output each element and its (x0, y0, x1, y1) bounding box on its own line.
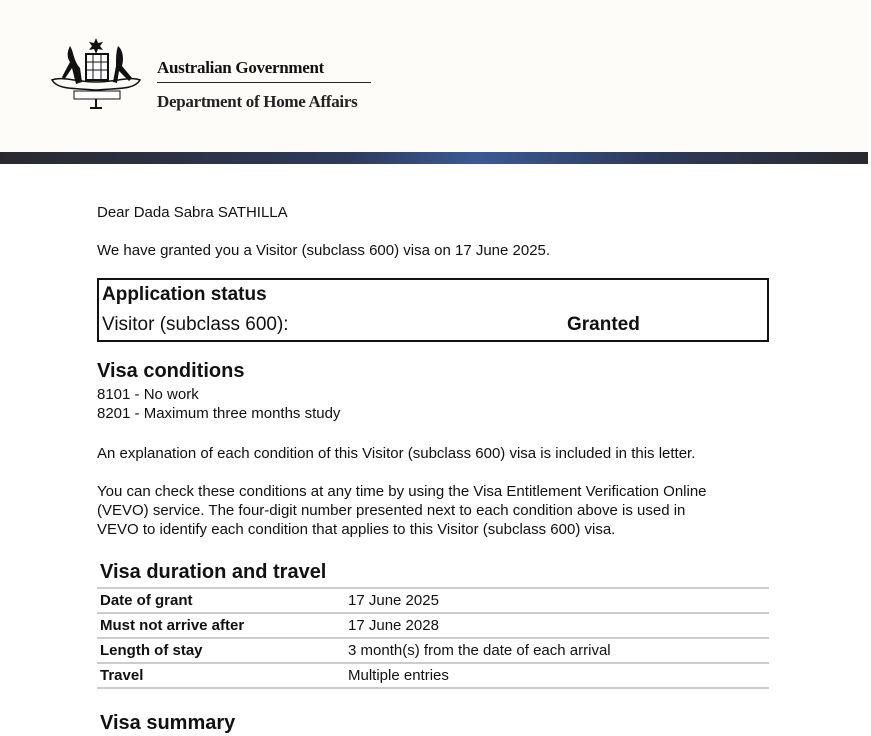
summary-title: Visa summary (100, 712, 236, 734)
vevo-text: You can check these conditions at any time by using the Visa Entitlement Verification Online (97, 483, 707, 500)
grant-sentence: We have granted you a Visitor (subclass 600) visa on 17 June 2025. (97, 242, 551, 259)
table-row: Must not arrive after 17 June 2028 (97, 614, 769, 639)
recipient-name: Dada Sabra SATHILLA (133, 204, 288, 221)
condition-item: 8201 - Maximum three months study (97, 405, 341, 422)
letterhead (0, 0, 868, 152)
duration-title: Visa duration and travel (100, 561, 327, 583)
conditions-title: Visa conditions (97, 360, 245, 382)
conditions-explanation: An explanation of each condition of this Visitor (subclass 600) visa is included in this letter. (97, 445, 696, 462)
org-name: Australian Government (157, 58, 324, 77)
table-row: Date of grant 17 June 2025 (97, 589, 769, 614)
table-row: Length of stay 3 month(s) from the date of each arrival (97, 639, 769, 664)
divider (157, 82, 371, 83)
vevo-text: VEVO to identify each condition that applies to this Visitor (subclass 600) visa. (97, 521, 616, 538)
department-name: Department of Home Affairs (157, 92, 358, 111)
status-visa: Visitor (subclass 600): (102, 314, 289, 335)
condition-item: 8101 - No work (97, 386, 199, 403)
status-title: Application status (102, 284, 267, 305)
table-row: Travel Multiple entries (97, 664, 769, 689)
vevo-text: (VEVO) service. The four-digit number presented next to each condition above is used in (97, 502, 686, 519)
header-band (0, 152, 868, 164)
salutation: Dear Dada Sabra SATHILLA (97, 204, 288, 221)
application-status-box (97, 278, 769, 342)
coat-of-arms-logo (46, 36, 150, 112)
status-value: Granted (567, 314, 640, 335)
